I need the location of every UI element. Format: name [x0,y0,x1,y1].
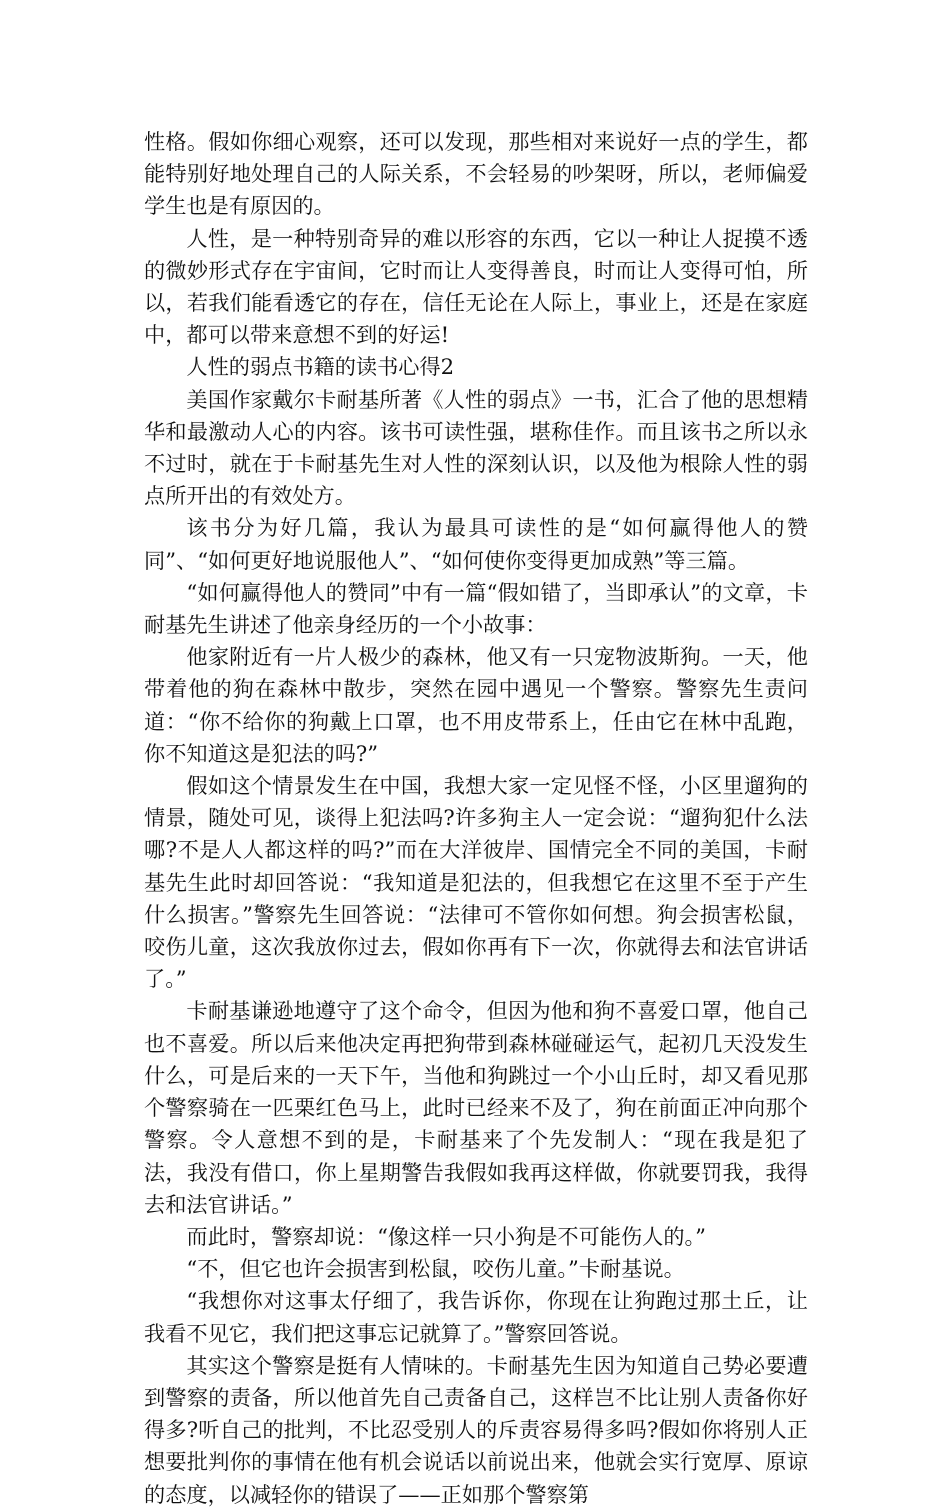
paragraph-continuation: 性格。假如你细心观察，还可以发现，那些相对来说好一点的学生，都能特别好地处理自己的人际关系，不会轻易的吵架呀，所以，老师偏爱学生也是有原因的。 [144,129,808,219]
paragraph-china-comparison: 假如这个情景发生在中国，我想大家一定见怪不怪，小区里遛狗的情景，随处可见，谈得上犯法吗?许多狗主人一定会说：“遛狗犯什么法哪?不是人人都这样的吗?”而在大洋彼岸、国情完全不同的美国，卡耐基先生此时却回答说：“我知道是犯法的，但我想它在这里不至于产生什么损害。”警察先生回答说：“法律可不管你如何想。狗会损害松鼠，咬伤儿童，这次我放你过去，假如你再有下一次，你就得去和法官讲话了。” [144,773,808,992]
section-heading: 人性的弱点书籍的读书心得2 [186,354,455,380]
paragraph-forest-story: 他家附近有一片人极少的森林，他又有一只宠物波斯狗。一天，他带着他的狗在森林中散步，突然在园中遇见一个警察。警察先生责问道：“你不给你的狗戴上口罩，也不用皮带系上，任由它在林中乱跑，你不知道这是犯法的吗?” [144,644,808,766]
paragraph-admit-mistake: “如何赢得他人的赞同”中有一篇“假如错了，当即承认”的文章，卡耐基先生讲述了他亲身经历的一个小故事： [144,579,808,638]
paragraph-carnegie-response: 卡耐基谦逊地遵守了这个命令，但因为他和狗不喜爱口罩，他自己也不喜爱。所以后来他决定再把狗带到森林碰碰运气，起初几天没发生什么，可是后来的一天下午，当他和狗跳过一个小山丘时，却又看见那个警察骑在一匹栗红色马上，此时已经来不及了，狗在前面正冲向那个警察。令人意想不到的是，卡耐基来了个先发制人：“现在我是犯了法，我没有借口，你上星期警告我假如我再这样做，你就要罚我，我得去和法官讲话。” [144,998,808,1217]
paragraph-book-intro: 美国作家戴尔卡耐基所著《人性的弱点》一书，汇合了他的思想精华和最激动人心的内容。该书可读性强，堪称佳作。而且该书之所以永不过时，就在于卡耐基先生对人性的深刻认识，以及他为根除人性的弱点所开出的有效处方。 [144,386,808,509]
paragraph-book-sections: 该书分为好几篇，我认为最具可读性的是“如何赢得他人的赞同”、“如何更好地说服他人”、“如何使你变得更加成熟”等三篇。 [144,515,808,573]
paragraph-reflection: 其实这个警察是挺有人情味的。卡耐基先生因为知道自己势必要遭到警察的责备，所以他首先自己责备自己，这样岂不比让别人责备你好得多?听自己的批判，不比忍受别人的斥责容易得多吗?假如你将别人正想要批判你的事情在他有机会说话以前说出来，他就会实行宽厚、原谅的态度，以减轻你的错误了——正如那个警察第 [144,1352,808,1507]
paragraph-police-reply: 而此时，警察却说：“像这样一只小狗是不可能伤人的。” [186,1223,706,1249]
paragraph-carnegie-says: “不，但它也许会损害到松鼠，咬伤儿童。”卡耐基说。 [186,1256,685,1282]
paragraph-human-nature: 人性，是一种特别奇异的难以形容的东西，它以一种让人捉摸不透的微妙形式存在宇宙间，它时而让人变得善良，时而让人变得可怕，所以，若我们能看透它的存在，信任无论在人际上，事业上，还是在家庭中，都可以带来意想不到的好运! [144,225,808,348]
paragraph-police-answer: “我想你对这事太仔细了，我告诉你，你现在让狗跑过那土丘，让我看不见它，我们把这事忘记就算了。”警察回答说。 [144,1288,808,1346]
document-body [144,126,808,1511]
